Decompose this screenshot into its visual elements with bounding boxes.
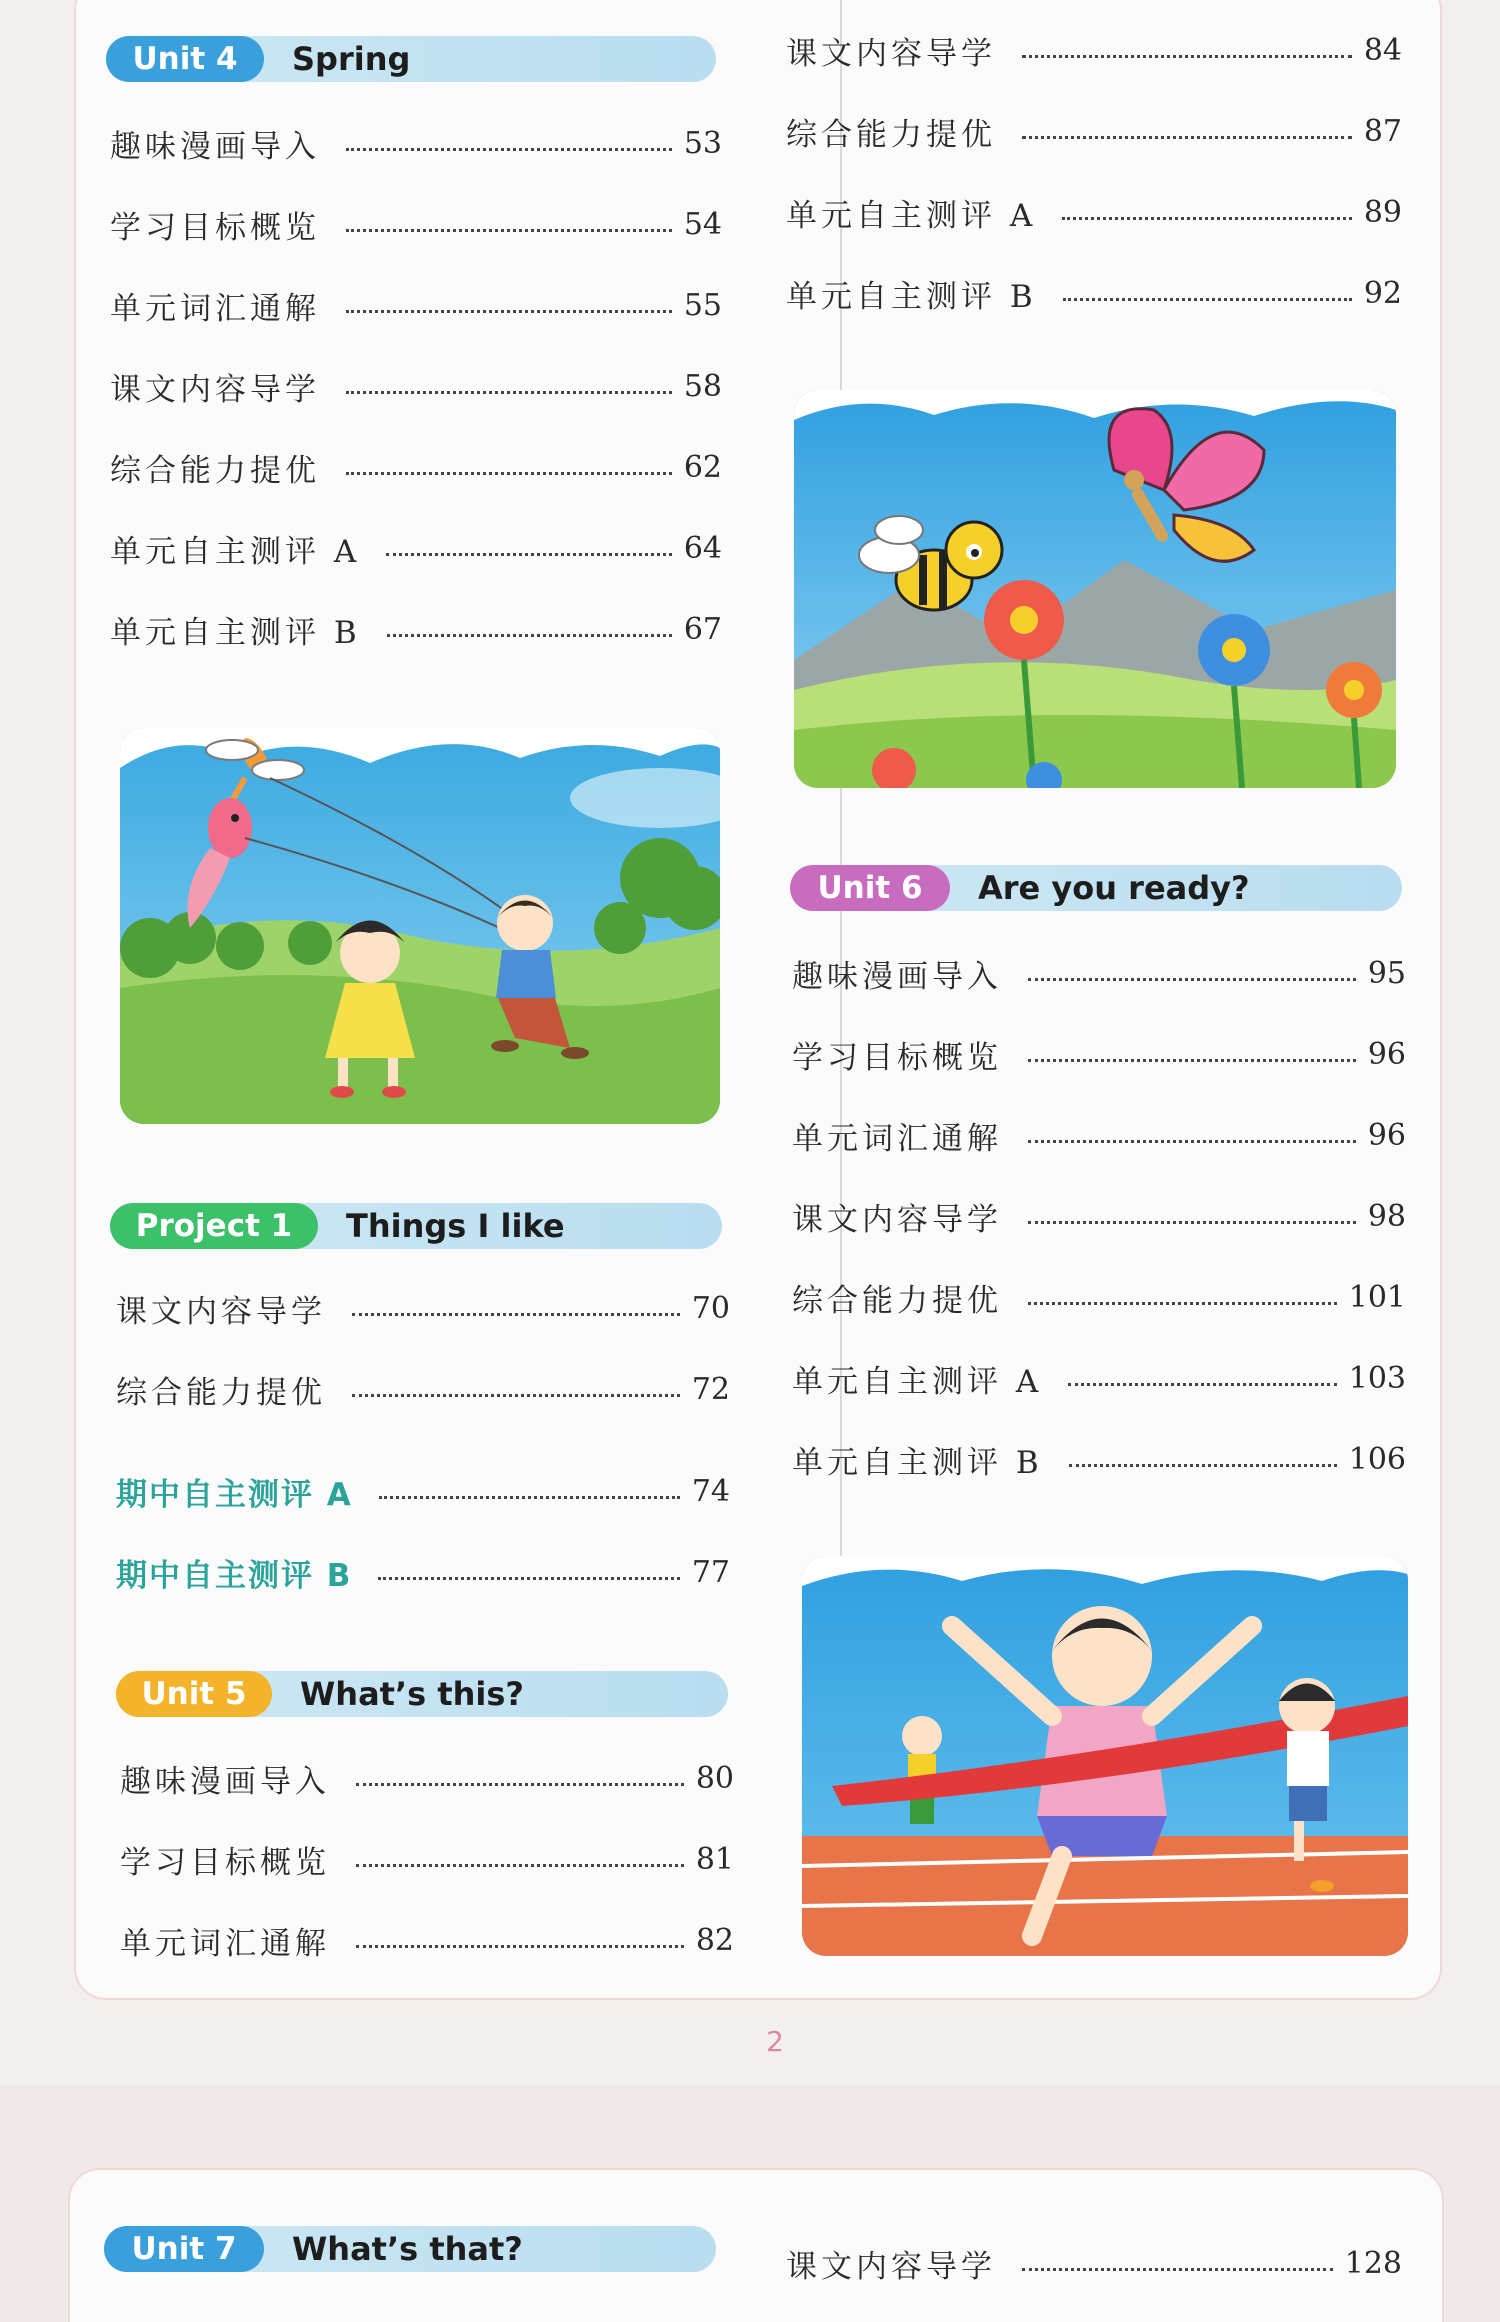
toc-item-midterm-b[interactable] [116, 1547, 730, 1597]
project1-badge: Project 1 [110, 1203, 318, 1249]
toc-item[interactable] [786, 106, 1402, 156]
toc-item-label: 趣味漫画导入 [120, 1763, 330, 1800]
kite-illustration [120, 728, 720, 1124]
toc-item[interactable] [110, 280, 722, 330]
dot-leader [352, 1313, 680, 1316]
toc-item-label: 综合能力提优 [786, 116, 996, 153]
toc-item-midterm-a[interactable] [116, 1466, 730, 1516]
toc-item-page: 98 [1367, 1198, 1406, 1234]
toc-item-page: 106 [1348, 1441, 1406, 1477]
toc-item-label: 单元自主测评 A [792, 1363, 1043, 1400]
toc-item-page: 53 [683, 125, 722, 161]
toc-item-page: 55 [683, 287, 722, 323]
toc-item-page: 84 [1363, 32, 1402, 68]
toc-item-page: 96 [1367, 1117, 1406, 1153]
toc-item-page: 128 [1344, 2245, 1402, 2281]
toc-item-page: 96 [1367, 1036, 1406, 1072]
unit4-title: Spring [292, 40, 411, 78]
dot-leader [386, 553, 672, 556]
unit5-header [116, 1671, 728, 1717]
toc-item[interactable] [792, 1272, 1406, 1322]
dot-leader [1022, 55, 1352, 58]
toc-item-label: 趣味漫画导入 [110, 128, 320, 165]
unit6-title: Are you ready? [978, 869, 1250, 907]
toc-item[interactable] [786, 187, 1402, 237]
toc-item-page: 89 [1363, 194, 1402, 230]
dot-leader [346, 229, 672, 232]
toc-item-page: 54 [683, 206, 722, 242]
toc-item-page: 64 [683, 530, 722, 566]
unit7-badge: Unit 7 [104, 2226, 264, 2272]
toc-item-label: 综合能力提优 [110, 452, 320, 489]
dot-leader [1068, 1383, 1336, 1386]
race-scene-svg [802, 1556, 1408, 1956]
kite-scene-svg [120, 728, 720, 1124]
toc-item[interactable] [110, 442, 722, 492]
toc-item-page: 81 [695, 1841, 734, 1877]
unit4-header [106, 36, 716, 82]
toc-item-page: 62 [683, 449, 722, 485]
toc-item-page: 74 [691, 1473, 730, 1509]
toc-item-page: 95 [1367, 955, 1406, 991]
toc-item-label: 单元自主测评 B [792, 1444, 1043, 1481]
dot-leader [1022, 136, 1352, 139]
dot-leader [1028, 1302, 1337, 1305]
toc-item-label: 课文内容导学 [792, 1201, 1002, 1238]
unit5-title: What’s this? [300, 1675, 524, 1713]
toc-item-page: 87 [1363, 113, 1402, 149]
dot-leader [1028, 1221, 1356, 1224]
toc-item[interactable] [792, 948, 1406, 998]
toc-item[interactable] [110, 604, 722, 654]
toc-item-label: 课文内容导学 [786, 2248, 996, 2285]
dot-leader [1028, 1059, 1356, 1062]
toc-item-label: 趣味漫画导入 [792, 958, 1002, 995]
toc-item[interactable] [110, 523, 722, 573]
toc-item-page: 80 [695, 1760, 734, 1796]
dot-leader [379, 1496, 680, 1499]
toc-item[interactable] [116, 1364, 730, 1414]
toc-item[interactable] [792, 1110, 1406, 1160]
toc-item[interactable] [116, 1283, 730, 1333]
toc-item-label: 期中自主测评 A [116, 1476, 353, 1513]
toc-item-label: 单元词汇通解 [110, 290, 320, 327]
toc-item[interactable] [110, 199, 722, 249]
toc-item[interactable] [792, 1434, 1406, 1484]
toc-item-page: 103 [1348, 1360, 1406, 1396]
dot-leader [346, 391, 672, 394]
dot-leader [346, 148, 672, 151]
toc-item[interactable] [792, 1191, 1406, 1241]
toc-item-page: 92 [1363, 275, 1402, 311]
dot-leader [1022, 2268, 1333, 2271]
toc-item-page: 67 [683, 611, 722, 647]
toc-item-page: 77 [691, 1554, 730, 1590]
toc-item[interactable] [120, 1834, 734, 1884]
toc-item[interactable] [110, 118, 722, 168]
dot-leader [346, 472, 672, 475]
toc-item-label: 学习目标概览 [110, 209, 320, 246]
dot-leader [356, 1864, 684, 1867]
toc-item[interactable] [792, 1353, 1406, 1403]
page-number: 2 [766, 2025, 784, 2058]
toc-item-label: 单元词汇通解 [120, 1925, 330, 1962]
project1-title: Things I like [346, 1207, 565, 1245]
toc-item[interactable] [786, 25, 1402, 75]
toc-item-label: 学习目标概览 [792, 1039, 1002, 1076]
toc-item[interactable] [110, 361, 722, 411]
project1-header [110, 1203, 722, 1249]
toc-item-label: 课文内容导学 [786, 35, 996, 72]
dot-leader [356, 1945, 684, 1948]
dot-leader [1028, 1140, 1356, 1143]
dot-leader [1069, 1464, 1337, 1467]
dot-leader [346, 310, 672, 313]
unit4-badge: Unit 4 [106, 36, 264, 82]
toc-item-label: 课文内容导学 [110, 371, 320, 408]
toc-item-page: 72 [691, 1371, 730, 1407]
toc-item[interactable] [120, 1753, 734, 1803]
dot-leader [387, 634, 672, 637]
toc-item-page: 101 [1348, 1279, 1406, 1315]
toc-item[interactable] [120, 1915, 734, 1965]
toc-item-label: 课文内容导学 [116, 1293, 326, 1330]
toc-item-label: 单元自主测评 B [110, 614, 361, 651]
butterfly-scene-svg [794, 390, 1396, 788]
toc-item-label: 单元词汇通解 [792, 1120, 1002, 1157]
dot-leader [1063, 298, 1352, 301]
toc-item-label: 单元自主测评 A [786, 197, 1037, 234]
toc-item-label: 单元自主测评 A [110, 533, 361, 570]
toc-item-label: 单元自主测评 B [786, 278, 1037, 315]
toc-item-page: 70 [691, 1290, 730, 1326]
toc-item[interactable] [792, 1029, 1406, 1079]
unit7-title: What’s that? [292, 2230, 523, 2268]
unit6-badge: Unit 6 [790, 865, 950, 911]
dot-leader [356, 1783, 684, 1786]
butterfly-illustration [794, 390, 1396, 788]
dot-leader [352, 1394, 680, 1397]
toc-item[interactable] [786, 268, 1402, 318]
race-illustration [802, 1556, 1408, 1956]
dot-leader [1028, 978, 1356, 981]
toc-item[interactable] [786, 2238, 1402, 2288]
unit5-badge: Unit 5 [116, 1671, 272, 1717]
dot-leader [378, 1577, 679, 1580]
toc-item-page: 82 [695, 1922, 734, 1958]
toc-item-label: 综合能力提优 [792, 1282, 1002, 1319]
toc-item-label: 综合能力提优 [116, 1374, 326, 1411]
dot-leader [1062, 217, 1352, 220]
toc-item-page: 58 [683, 368, 722, 404]
unit7-header [104, 2226, 716, 2272]
toc-item-label: 期中自主测评 B [116, 1557, 353, 1594]
unit6-header [790, 865, 1402, 911]
toc-item-label: 学习目标概览 [120, 1844, 330, 1881]
